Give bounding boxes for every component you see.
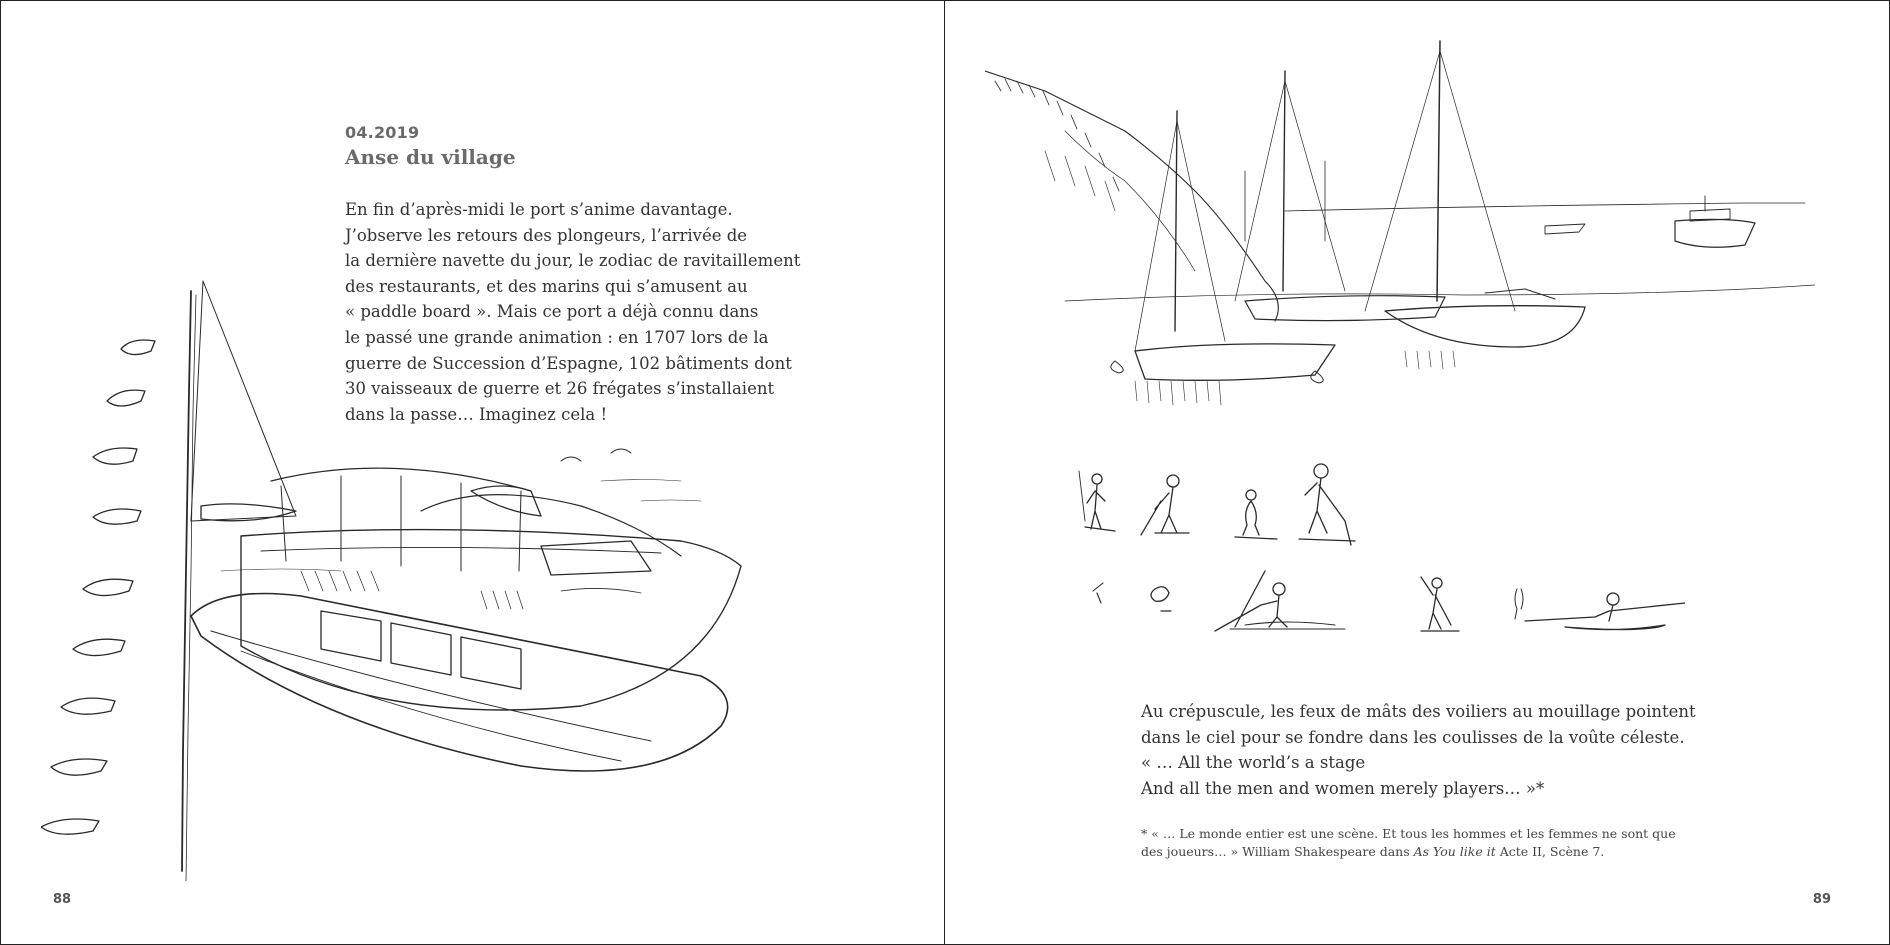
text-line: En fin d’après-midi le port s’anime davantage.: [345, 200, 733, 219]
text-line: Au crépuscule, les feux de mâts des voiliers au mouillage pointent: [1141, 702, 1696, 721]
paddlers-sketch: [1065, 461, 1685, 651]
right-page: [945, 1, 1889, 944]
footnote-text: des joueurs… » William Shakespeare dans: [1141, 844, 1414, 859]
play-title: As You like it: [1413, 844, 1496, 859]
text-line: « … All the world’s a stage: [1141, 753, 1366, 773]
sailboats-sketch: [985, 31, 1815, 451]
boats-sketch: [41, 271, 861, 911]
entry-date: 04.2019: [345, 123, 420, 142]
text-line: dans le ciel pour se fondre dans les coulisses de la voûte céleste.: [1141, 727, 1685, 747]
footnote-line-1: * « … Le monde entier est une scène. Et tous les hommes et les femmes ne sont que: [1141, 826, 1676, 841]
page-number-right: 89: [1812, 892, 1831, 907]
text-line: des restaurants, et des marins qui s’amusent au: [345, 276, 748, 296]
text-line: guerre de Succession d’Espagne, 102 bâtiments dont: [345, 353, 792, 373]
right-paragraph: [1141, 699, 1781, 801]
left-page: [1, 1, 944, 944]
text-line: 30 vaisseaux de guerre et 26 frégates s’installaient: [345, 379, 775, 399]
footnote-line-2: [1141, 843, 1761, 861]
text-line: « paddle board ». Mais ce port a déjà connu dans: [345, 302, 759, 322]
text-line: And all the men and women merely players… »*: [1141, 778, 1545, 798]
text-line: J’observe les retours des plongeurs, l’arrivée de: [345, 225, 748, 245]
text-line: dans la passe… Imaginez cela !: [345, 404, 608, 424]
footnote-text: Acte II, Scène 7.: [1495, 844, 1605, 859]
text-line: la dernière navette du jour, le zodiac de ravitaillement: [345, 251, 801, 271]
footnote: [1141, 825, 1761, 861]
entry-title: Anse du village: [345, 145, 516, 169]
page-number-left: 88: [53, 892, 72, 907]
text-line: le passé une grande animation : en 1707 lors de la: [345, 327, 769, 347]
